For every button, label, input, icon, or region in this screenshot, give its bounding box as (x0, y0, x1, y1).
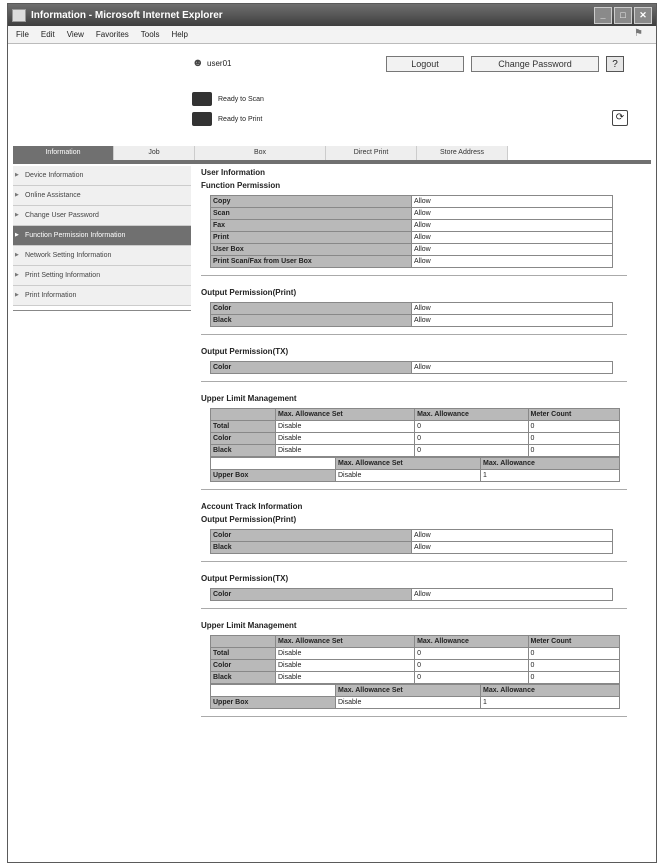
divider (201, 334, 627, 335)
header-cell: Max. Allowance (481, 458, 620, 470)
divider (201, 275, 627, 276)
table-header-row (211, 458, 620, 470)
close-button[interactable]: ✕ (634, 7, 652, 24)
row-label: Black (211, 542, 412, 554)
cell: 0 (528, 648, 619, 660)
row-label: Black (211, 315, 412, 327)
cell: 0 (415, 660, 528, 672)
table-row (211, 303, 613, 315)
account-output-print-heading: Output Permission(Print) (201, 515, 297, 524)
row-value: Allow (412, 196, 613, 208)
menu-edit[interactable]: Edit (40, 30, 55, 39)
tab-box[interactable]: Box (195, 146, 326, 160)
table-row (211, 244, 613, 256)
table-row (211, 232, 613, 244)
output-tx-table (210, 361, 613, 374)
printer-icon (192, 112, 212, 126)
help-icon[interactable]: ? (606, 56, 624, 72)
account-output-tx-table (210, 588, 613, 601)
table-row (211, 256, 613, 268)
row-label: Black (211, 672, 276, 684)
table-row (211, 660, 620, 672)
cell: Disable (276, 421, 415, 433)
table-row (211, 589, 613, 601)
row-value: Allow (412, 208, 613, 220)
cell: Disable (336, 697, 481, 709)
upper-box-table (210, 457, 620, 482)
refresh-icon[interactable]: ⟳ (612, 110, 628, 126)
account-upper-limit-table (210, 635, 620, 684)
divider (201, 381, 627, 382)
change-password-button[interactable]: Change Password (471, 56, 599, 72)
main-panel (201, 168, 621, 729)
row-label: Upper Box (211, 470, 336, 482)
header-blank (211, 685, 336, 697)
output-print-heading: Output Permission(Print) (201, 288, 297, 297)
header-cell: Max. Allowance Set (336, 458, 481, 470)
tab-direct-print[interactable]: Direct Print (326, 146, 417, 160)
scan-status-text: Ready to Scan (218, 95, 264, 103)
table-row (211, 445, 620, 457)
table-row (211, 530, 613, 542)
upper-limit-table (210, 408, 620, 457)
sidebar-item-print-setting[interactable]: ▶ Print Setting Information (13, 266, 191, 286)
row-label: User Box (211, 244, 412, 256)
row-value: Allow (412, 303, 613, 315)
menu-view[interactable]: View (66, 30, 84, 39)
header-cell: Max. Allowance (415, 636, 528, 648)
cell: 0 (415, 648, 528, 660)
tab-store-address[interactable]: Store Address (417, 146, 508, 160)
cell: 0 (528, 433, 619, 445)
row-value: Allow (412, 256, 613, 268)
sidebar-item-function-permission[interactable]: ▶ Function Permission Information (13, 226, 191, 246)
cell: Disable (276, 648, 415, 660)
table-row (211, 208, 613, 220)
menu-file[interactable]: File (16, 30, 29, 39)
divider (201, 489, 627, 490)
account-upper-limit-heading: Upper Limit Management (201, 621, 297, 630)
table-row (211, 421, 620, 433)
header-cell: Max. Allowance Set (276, 409, 415, 421)
tab-underline (13, 160, 651, 164)
page-content (8, 44, 656, 862)
table-row (211, 315, 613, 327)
upper-limit-heading: Upper Limit Management (201, 394, 297, 403)
header-cell: Meter Count (528, 409, 619, 421)
table-row (211, 672, 620, 684)
cell: 0 (415, 433, 528, 445)
sidebar-item-change-user-password[interactable]: ▶ Change User Password (13, 206, 191, 226)
header-blank (211, 409, 276, 421)
minimize-button[interactable]: _ (594, 7, 612, 24)
row-label: Print Scan/Fax from User Box (211, 256, 412, 268)
maximize-button[interactable]: □ (614, 7, 632, 24)
row-label: Color (211, 362, 412, 374)
function-permission-table (210, 195, 613, 268)
output-tx-heading: Output Permission(TX) (201, 347, 289, 356)
function-permission-heading: Function Permission (201, 181, 281, 190)
header-cell: Meter Count (528, 636, 619, 648)
divider (201, 716, 627, 717)
sidebar-item-network-setting[interactable]: ▶ Network Setting Information (13, 246, 191, 266)
print-status-text: Ready to Print (218, 115, 263, 123)
cell: 1 (481, 470, 620, 482)
row-value: Allow (412, 232, 613, 244)
row-label: Black (211, 445, 276, 457)
logout-button[interactable]: Logout (386, 56, 464, 72)
table-row (211, 196, 613, 208)
account-output-tx-heading: Output Permission(TX) (201, 574, 289, 583)
table-header-row (211, 636, 620, 648)
browser-window (7, 3, 657, 863)
main-tabs (13, 146, 651, 160)
row-label: Color (211, 433, 276, 445)
cell: Disable (276, 433, 415, 445)
tab-information[interactable]: Information (13, 146, 114, 160)
window-title: Information - Microsoft Internet Explorer (31, 9, 223, 21)
sidebar-item-print-information[interactable]: ▶ Print Information (13, 286, 191, 306)
account-output-print-table (210, 529, 613, 554)
table-row (211, 362, 613, 374)
table-row (211, 433, 620, 445)
tab-job[interactable]: Job (114, 146, 195, 160)
header-area (8, 44, 656, 144)
row-value: Allow (412, 542, 613, 554)
table-row (211, 697, 620, 709)
row-label: Scan (211, 208, 412, 220)
sidebar-item-online-assistance[interactable]: ▶ Online Assistance (13, 186, 191, 206)
row-label: Color (211, 530, 412, 542)
cell: 0 (415, 445, 528, 457)
print-status (192, 112, 262, 126)
cell: Disable (276, 445, 415, 457)
row-label: Color (211, 589, 412, 601)
cell: 0 (528, 660, 619, 672)
cell: 0 (415, 421, 528, 433)
windows-logo-icon: ⚑ (634, 28, 643, 39)
title-bar (8, 4, 656, 26)
ie-app-icon (12, 9, 26, 22)
header-cell: Max. Allowance (481, 685, 620, 697)
cell: 0 (528, 445, 619, 457)
scan-status (192, 92, 264, 106)
row-value: Allow (412, 362, 613, 374)
user-icon: ☻ (192, 57, 204, 69)
cell: 0 (528, 672, 619, 684)
row-label: Color (211, 303, 412, 315)
row-label: Print (211, 232, 412, 244)
row-value: Allow (412, 530, 613, 542)
row-value: Allow (412, 244, 613, 256)
table-row (211, 220, 613, 232)
header-blank (211, 636, 276, 648)
header-cell: Max. Allowance (415, 409, 528, 421)
user-row (192, 57, 231, 69)
table-row (211, 648, 620, 660)
divider (201, 608, 627, 609)
output-print-table (210, 302, 613, 327)
menu-help[interactable]: Help (171, 30, 188, 39)
row-value: Allow (412, 589, 613, 601)
scanner-icon (192, 92, 212, 106)
menu-bar (8, 26, 656, 44)
menu-favorites[interactable]: Favorites (95, 30, 129, 39)
cell: 0 (415, 672, 528, 684)
page-title: User Information (201, 168, 266, 177)
sidebar-item-device-information[interactable]: ▶ Device Information (13, 166, 191, 186)
user-name: user01 (207, 58, 232, 68)
row-label: Total (211, 648, 276, 660)
row-value: Allow (412, 220, 613, 232)
sidebar (13, 166, 191, 311)
account-track-title: Account Track Information (201, 502, 303, 511)
table-row (211, 542, 613, 554)
menu-tools[interactable]: Tools (140, 30, 160, 39)
row-label: Color (211, 660, 276, 672)
cell: Disable (276, 672, 415, 684)
account-upper-box-table (210, 684, 620, 709)
row-value: Allow (412, 315, 613, 327)
header-blank (211, 458, 336, 470)
row-label: Upper Box (211, 697, 336, 709)
divider (201, 561, 627, 562)
row-label: Fax (211, 220, 412, 232)
table-header-row (211, 685, 620, 697)
header-cell: Max. Allowance Set (336, 685, 481, 697)
table-row (211, 470, 620, 482)
cell: 0 (528, 421, 619, 433)
table-header-row (211, 409, 620, 421)
cell: Disable (276, 660, 415, 672)
row-label: Total (211, 421, 276, 433)
sidebar-divider (13, 310, 191, 311)
row-label: Copy (211, 196, 412, 208)
header-cell: Max. Allowance Set (276, 636, 415, 648)
cell: Disable (336, 470, 481, 482)
cell: 1 (481, 697, 620, 709)
